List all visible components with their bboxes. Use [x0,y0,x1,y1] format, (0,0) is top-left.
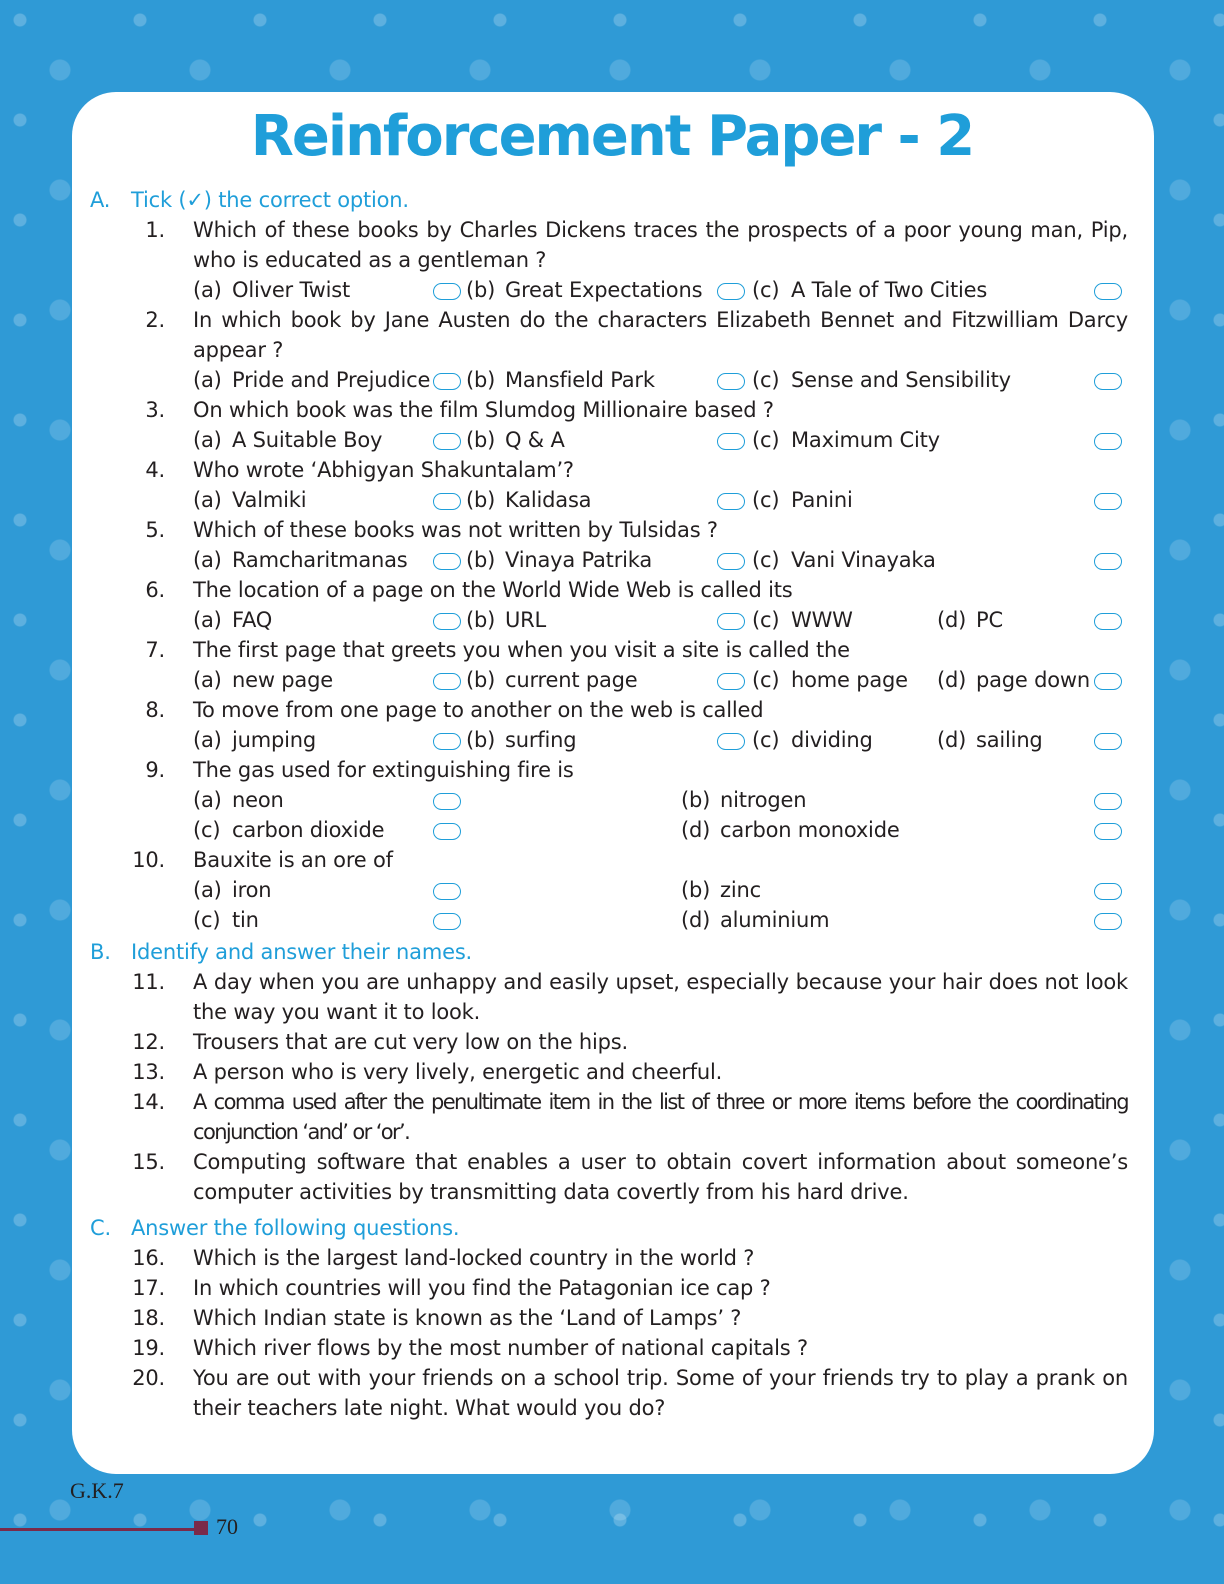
option-checkbox[interactable] [433,613,461,630]
question-number: 10. [132,848,165,872]
option-letter: (a) [193,668,222,692]
page-title: Reinforcement Paper - 2 [250,104,974,169]
option-checkbox[interactable] [433,793,461,810]
option-text: Maximum City [791,428,940,452]
option-checkbox[interactable] [433,283,461,300]
option-letter: (c) [752,368,780,392]
option-letter: (b) [466,728,496,752]
option-text: Valmiki [232,488,307,512]
option-text: Pride and Prejudice [232,368,431,392]
option-checkbox[interactable] [1094,613,1122,630]
option-text: jumping [232,728,317,752]
question-text: On which book was the film Slumdog Millionaire based ? [193,398,774,422]
option-text: Oliver Twist [232,278,350,302]
option-letter: (b) [466,548,496,572]
question-number: 19. [132,1336,165,1360]
option-letter: (c) [752,608,780,632]
option-checkbox[interactable] [433,673,461,690]
option-letter: (b) [466,428,496,452]
option-letter: (b) [466,368,496,392]
option-text: Ramcharitmanas [232,548,408,572]
option-letter: (c) [752,728,780,752]
option-checkbox[interactable] [717,673,745,690]
option-letter: (c) [752,548,780,572]
question-number: 3. [145,398,165,422]
question-text: In which countries will you find the Patagonian ice cap ? [193,1276,771,1300]
option-checkbox[interactable] [1094,493,1122,510]
question-number: 4. [145,458,165,482]
question-text: The first page that greets you when you visit a site is called the [193,638,850,662]
question-text: A person who is very lively, energetic and cheerful. [193,1060,723,1084]
option-text: current page [505,668,638,692]
option-letter: (a) [193,878,222,902]
question-text: Which Indian state is known as the ‘Land of Lamps’ ? [193,1306,742,1330]
option-letter: (a) [193,488,222,512]
option-letter: (b) [681,788,711,812]
option-text: A Tale of Two Cities [791,278,988,302]
question-number: 20. [132,1366,165,1390]
option-text: Panini [791,488,853,512]
option-letter: (d) [937,728,967,752]
option-text: FAQ [232,608,273,632]
option-text: tin [232,908,259,932]
question-text: Who wrote ‘Abhigyan Shakuntalam’? [193,458,574,482]
footer-subject: G.K.7 [70,1478,124,1503]
option-text: carbon monoxide [720,818,900,842]
option-checkbox[interactable] [717,283,745,300]
option-letter: (a) [193,428,222,452]
question-number: 2. [145,308,165,332]
option-checkbox[interactable] [433,823,461,840]
question-text: their teachers late night. What would you do? [193,1396,666,1420]
question-number: 15. [132,1150,165,1174]
option-letter: (b) [466,278,496,302]
question-text: computer activities by transmitting data covertly from his hard drive. [193,1180,909,1204]
question-text: Which is the largest land-locked country in the world ? [193,1246,755,1270]
option-letter: (c) [752,428,780,452]
question-text: The location of a page on the World Wide Web is called its [193,578,793,602]
option-checkbox[interactable] [433,883,461,900]
question-text: appear ? [193,338,284,362]
option-checkbox[interactable] [1094,433,1122,450]
option-text: surfing [505,728,577,752]
option-letter: (c) [752,278,780,302]
option-text: page down [976,668,1090,692]
question-number: 1. [145,218,165,242]
page-number: 70 [216,1514,238,1539]
option-text: Kalidasa [505,488,592,512]
option-checkbox[interactable] [1094,673,1122,690]
option-text: nitrogen [720,788,807,812]
question-text: Trousers that are cut very low on the hips. [193,1030,628,1054]
option-text: new page [232,668,333,692]
question-number: 9. [145,758,165,782]
question-text: Which of these books by Charles Dickens traces the prospects of a poor young man, Pip, [193,218,1128,242]
option-text: dividing [791,728,873,752]
option-letter: (b) [466,488,496,512]
option-checkbox[interactable] [1094,793,1122,810]
section-label: B. [90,940,111,964]
option-checkbox[interactable] [433,433,461,450]
option-checkbox[interactable] [1094,373,1122,390]
question-text: To move from one page to another on the web is called [193,698,764,722]
option-text: Mansfield Park [505,368,655,392]
question-text: conjunction ‘and’ or ‘or’. [193,1120,410,1144]
question-text: You are out with your friends on a school trip. Some of your friends try to play a prank on [193,1366,1128,1390]
question-number: 7. [145,638,165,662]
option-letter: (b) [466,608,496,632]
question-text: the way you want it to look. [193,1000,481,1024]
option-checkbox[interactable] [433,913,461,930]
option-letter: (c) [752,488,780,512]
option-letter: (d) [681,908,711,932]
question-number: 14. [132,1090,165,1114]
question-number: 6. [145,578,165,602]
option-checkbox[interactable] [1094,553,1122,570]
option-letter: (c) [752,668,780,692]
option-checkbox[interactable] [1094,283,1122,300]
option-text: aluminium [720,908,830,932]
option-text: PC [976,608,1003,632]
option-checkbox[interactable] [717,433,745,450]
option-letter: (c) [193,908,221,932]
section-heading: Tick (✓) the correct option. [131,188,409,212]
option-text: WWW [791,608,853,632]
footer-square-icon [194,1521,208,1535]
option-checkbox[interactable] [717,613,745,630]
option-letter: (a) [193,608,222,632]
question-text: In which book by Jane Austen do the characters Elizabeth Bennet and Fitzwilliam Darcy [193,308,1128,332]
section-label: C. [90,1216,111,1240]
option-checkbox[interactable] [717,733,745,750]
option-text: URL [505,608,547,632]
question-number: 17. [132,1276,165,1300]
option-text: sailing [976,728,1043,752]
option-text: home page [791,668,908,692]
option-checkbox[interactable] [433,493,461,510]
option-text: Sense and Sensibility [791,368,1011,392]
option-checkbox[interactable] [433,553,461,570]
option-letter: (d) [937,608,967,632]
question-text: Which of these books was not written by Tulsidas ? [193,518,718,542]
question-number: 12. [132,1030,165,1054]
option-text: carbon dioxide [232,818,385,842]
option-checkbox[interactable] [1094,883,1122,900]
option-letter: (a) [193,728,222,752]
option-text: iron [232,878,272,902]
question-number: 5. [145,518,165,542]
option-letter: (c) [193,818,221,842]
question-number: 16. [132,1246,165,1270]
option-checkbox[interactable] [717,373,745,390]
option-checkbox[interactable] [717,493,745,510]
question-text: Bauxite is an ore of [193,848,393,872]
option-letter: (b) [681,878,711,902]
question-text: The gas used for extinguishing fire is [193,758,574,782]
question-number: 18. [132,1306,165,1330]
option-checkbox[interactable] [717,553,745,570]
option-checkbox[interactable] [1094,823,1122,840]
section-label: A. [90,188,111,212]
option-text: A Suitable Boy [232,428,383,452]
option-letter: (a) [193,548,222,572]
option-text: zinc [720,878,761,902]
question-number: 11. [132,970,165,994]
footer-rule [0,1528,196,1531]
option-text: neon [232,788,284,812]
option-letter: (a) [193,278,222,302]
section-heading: Identify and answer their names. [131,940,473,964]
question-text: Which river flows by the most number of national capitals ? [193,1336,808,1360]
question-number: 8. [145,698,165,722]
option-letter: (d) [681,818,711,842]
section-heading: Answer the following questions. [131,1216,460,1240]
option-checkbox[interactable] [1094,733,1122,750]
question-text: A day when you are unhappy and easily upset, especially because your hair does not look [193,970,1128,994]
option-checkbox[interactable] [433,733,461,750]
option-text: Great Expectations [505,278,703,302]
option-text: Vani Vinayaka [791,548,936,572]
option-checkbox[interactable] [433,373,461,390]
option-letter: (d) [937,668,967,692]
option-text: Q & A [505,428,565,452]
option-checkbox[interactable] [1094,913,1122,930]
option-letter: (a) [193,368,222,392]
option-letter: (b) [466,668,496,692]
question-text: A comma used after the penultimate item in the list of three or more items before the coordinating [193,1090,1128,1114]
option-letter: (a) [193,788,222,812]
question-text: who is educated as a gentleman ? [193,248,547,272]
question-text: Computing software that enables a user to obtain covert information about someone’s [193,1150,1128,1174]
question-number: 13. [132,1060,165,1084]
option-text: Vinaya Patrika [505,548,653,572]
